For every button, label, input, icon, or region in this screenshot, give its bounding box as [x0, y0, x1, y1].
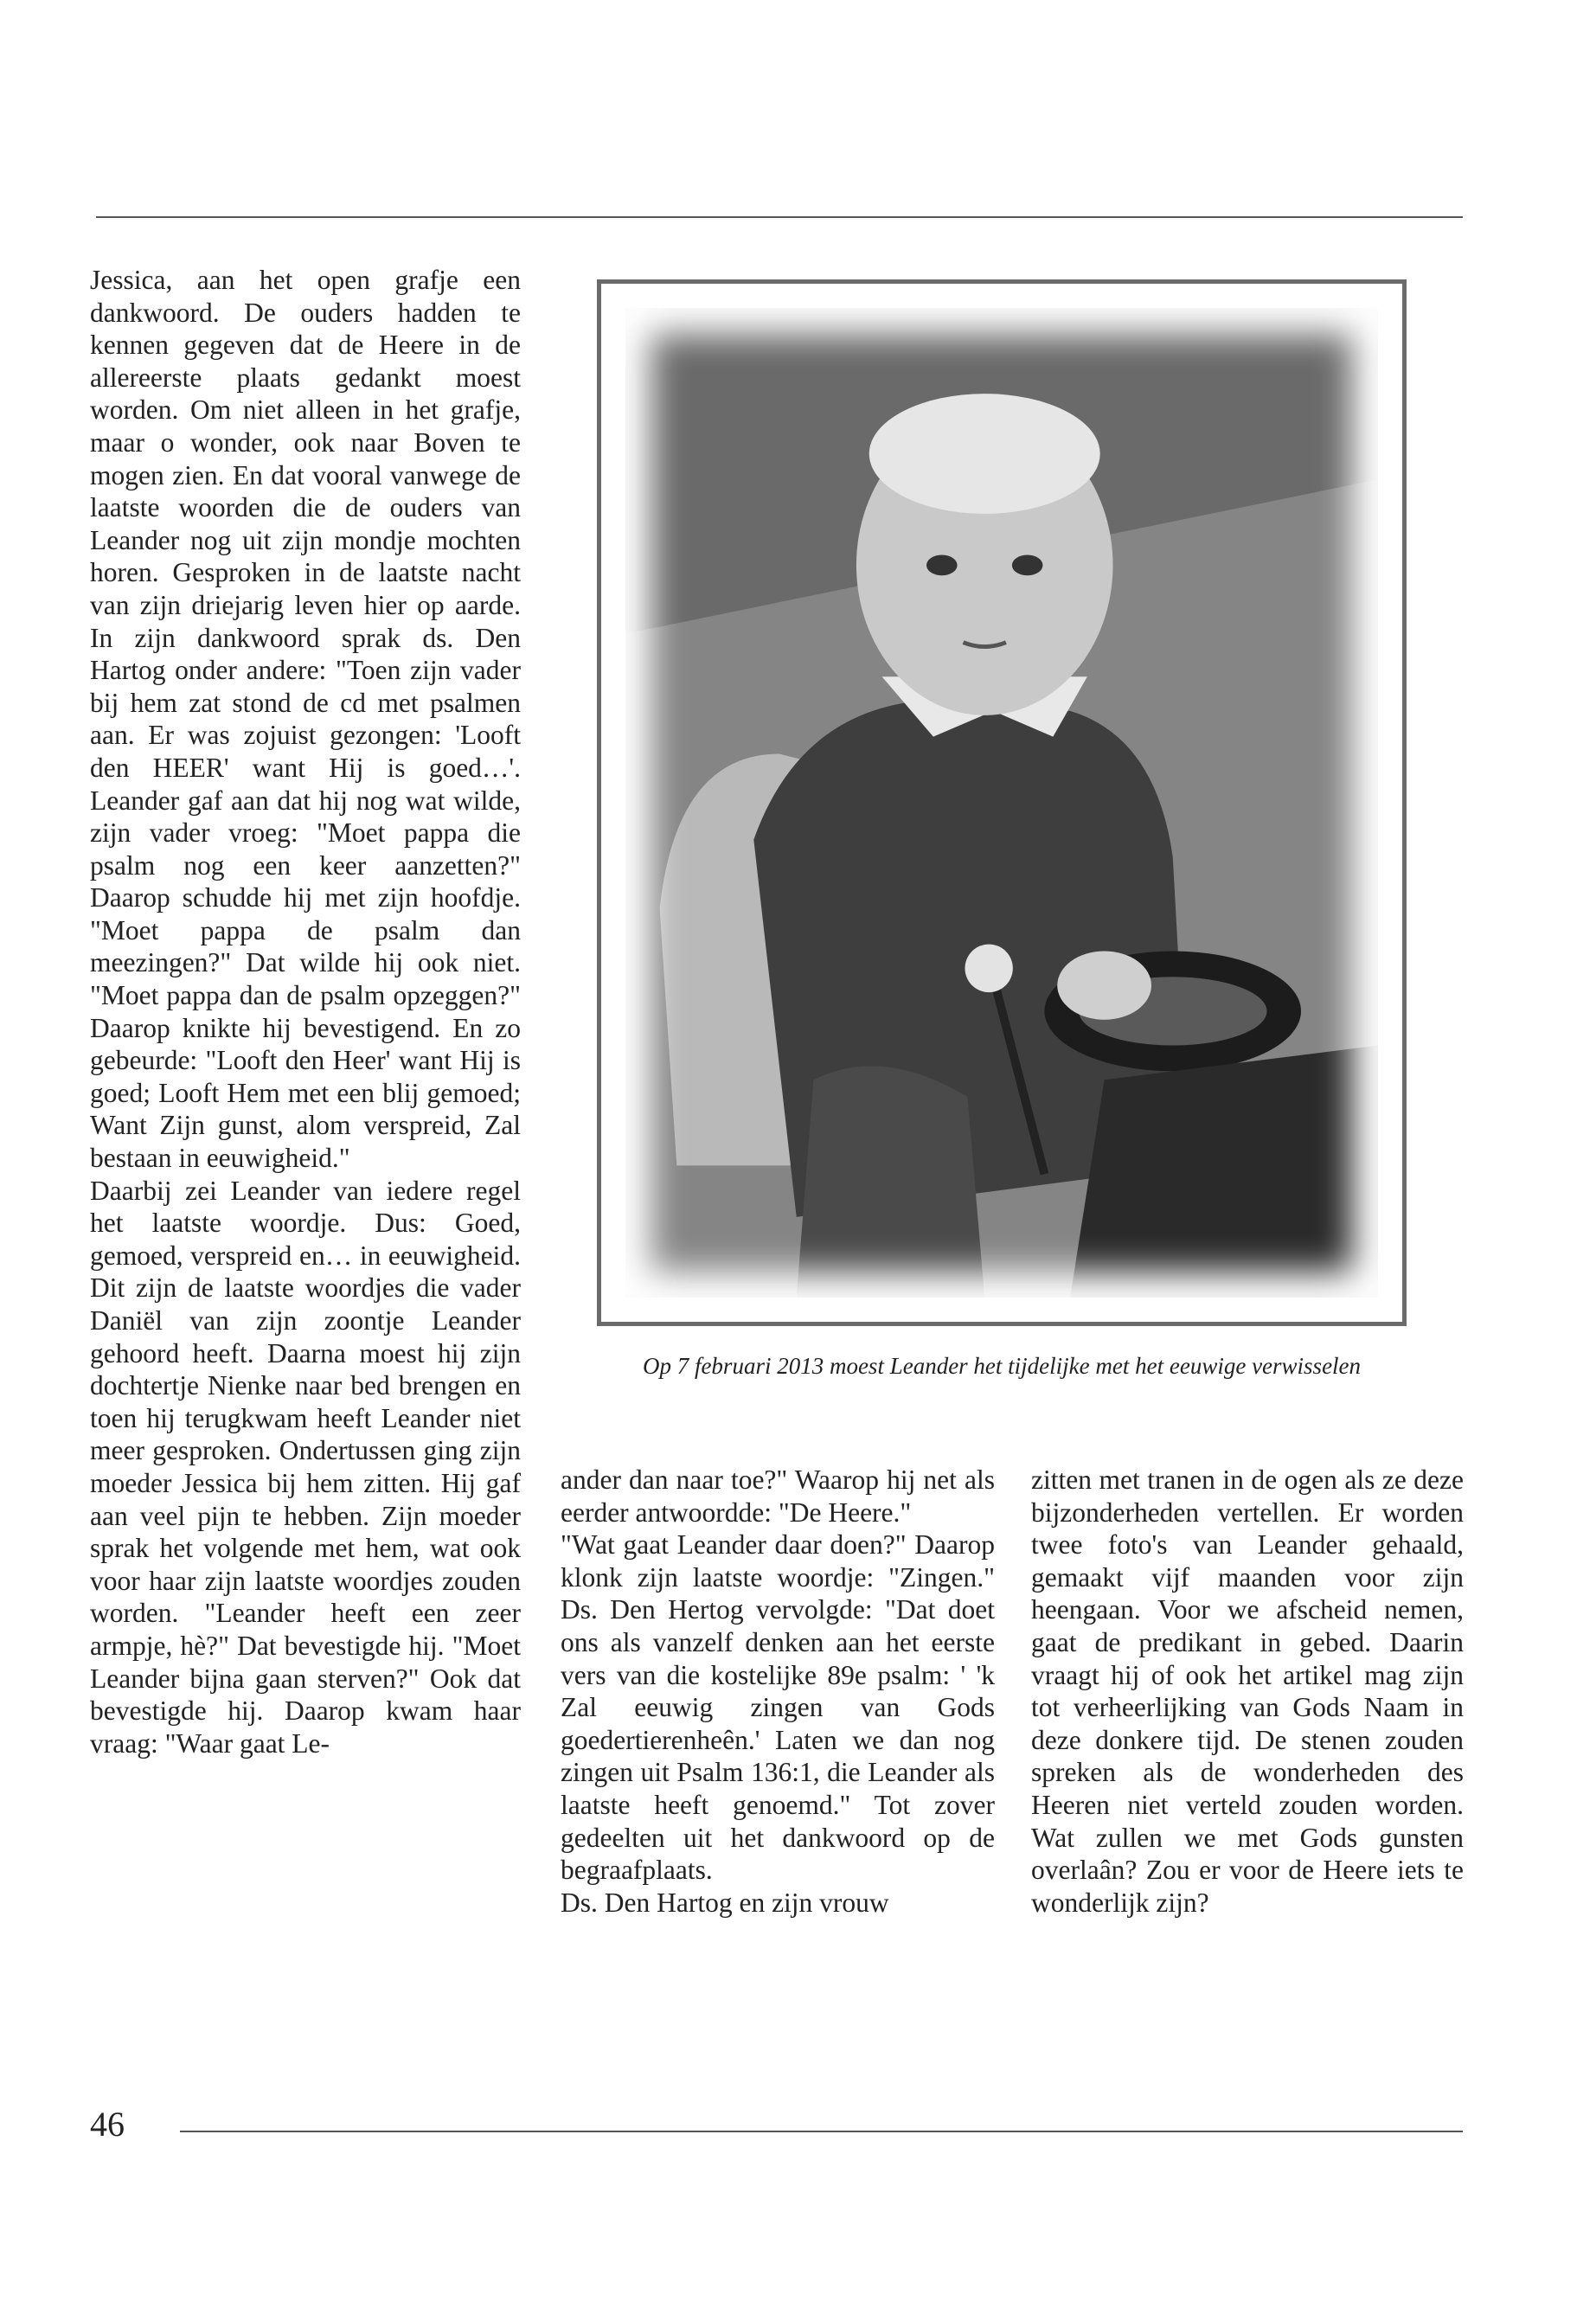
paragraph: "Wat gaat Leander daar doen?" Daarop klonk zijn laatste woordje: "Zingen." Ds. Den Hertog vervolgde: "Dat doet ons als vanzelf denken aan het eerste vers van die kostelijke 89e psalm: ' 'k Zal eeuwig zingen van Gods goedertierenheên.' Laten we dan nog zingen uit Psalm 136:1, die Leander als laatste heeft genoemd." Tot zover gedeelten uit het dankwoord op de begraafplaats. — [561, 1529, 995, 1886]
page-number: 46 — [90, 2105, 125, 2144]
child-photo-illustration — [625, 308, 1378, 1298]
paragraph: Jessica, aan het open grafje een dankwoord. De ouders hadden te kennen gegeven dat de Heere in de allereerste plaats gedankt moest worden. Om niet alleen in het grafje, maar o wonder, ook naar Boven te mogen zien. En dat vooral vanwege de laatste woorden die de ouders van Leander nog uit zijn mondje mochten horen. Gesproken in de laatste nacht van zijn driejarig leven hier op aarde. In zijn dankwoord sprak ds. Den Hartog onder andere: "Toen zijn vader bij hem zat stond de cd met psalmen aan. Er was zojuist gezongen: 'Looft den HEER' want Hij is goed…'. Leander gaf aan dat hij nog wat wilde, zijn vader vroeg: "Moet pappa die psalm nog een keer aanzetten?" Daarop schudde hij met zijn hoofdje. "Moet pappa de psalm dan meezingen?" Dat wilde hij ook niet. "Moet pappa dan de psalm opzeggen?" Daarop knikte hij bevestigend. En zo gebeurde: "Looft den Heer' want Hij is goed; Looft Hem met een blij gemoed; Want Zijn gunst, alom verspreid, Zal bestaan in eeuwigheid." — [90, 265, 521, 1174]
text-column-left — [90, 264, 521, 1759]
paragraph: ander dan naar toe?" Waarop hij net als eerder antwoordde: "De Heere." — [561, 1465, 995, 1528]
text-column-right — [1031, 1464, 1464, 1919]
header-rule — [96, 216, 1463, 218]
paragraph: Daarbij zei Leander van iedere regel het laatste woordje. Dus: Goed, gemoed, verspreid en… in eeuwigheid. Dit zijn de laatste woordjes die vader Daniël van zijn zoontje Leander gehoord heeft. Daarna moest hij zijn dochtertje Nienke naar bed brengen en toen hij terugkwam heeft Leander niet meer gesproken. Ondertussen ging zijn moeder Jessica bij hem zitten. Hij gaf aan veel pijn te hebben. Zijn moeder sprak het volgende met hem, wat ook voor haar zijn laatste woordjes zouden worden. "Leander heeft een zeer armpje, hè?" Dat bevestigde hij. "Moet Leander bijna gaan sterven?" Ook dat bevestigde hij. Daarop kwam haar vraag: "Waar gaat Le- — [90, 1175, 521, 1759]
photo — [625, 308, 1378, 1298]
photo-frame — [597, 279, 1407, 1326]
text-column-middle — [561, 1464, 995, 1919]
footer-rule — [180, 2131, 1463, 2132]
paragraph: zitten met tranen in de ogen als ze deze bijzonderheden vertellen. Er worden twee foto's van Leander gehaald, gemaakt vijf maanden voor zijn heengaan. Voor we afscheid nemen, gaat de predikant in gebed. Daarin vraagt hij of ook het artikel mag zijn tot verheerlijking van Gods Naam in deze donkere tijd. De stenen zouden spreken als de wonderheden des Heeren niet verteld zouden worden. Wat zullen we met Gods gunsten overlaân? Zou er voor de Heere iets te wonderlijk zijn? — [1031, 1465, 1464, 1918]
photo-caption: Op 7 februari 2013 moest Leander het tijdelijke met het eeuwige verwisselen — [642, 1353, 1362, 1379]
paragraph: Ds. Den Hartog en zijn vrouw — [561, 1887, 889, 1918]
